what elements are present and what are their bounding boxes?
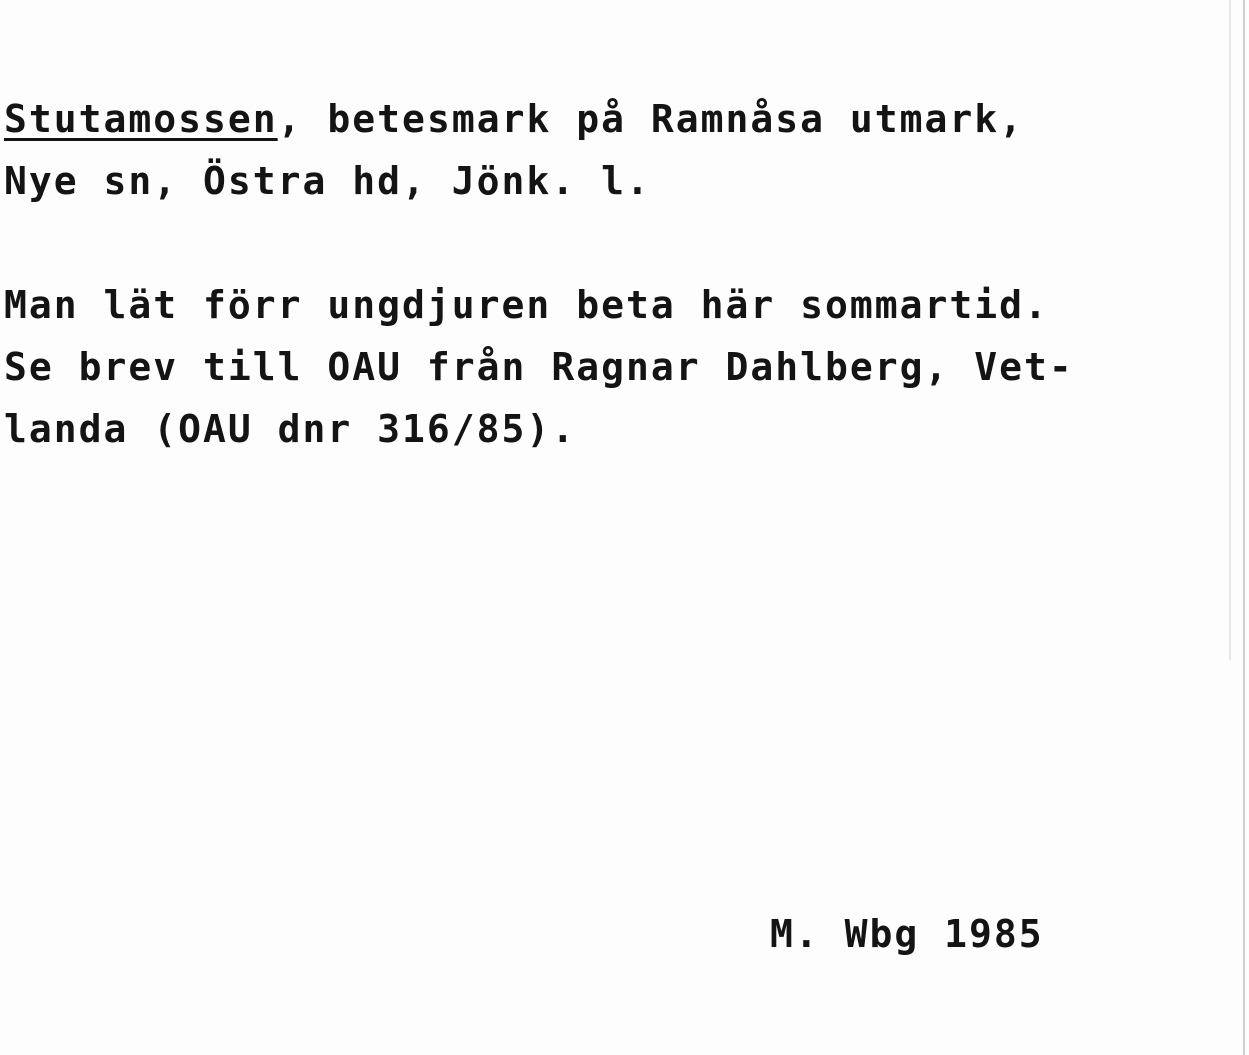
scan-edge-artifact-outer (1243, 0, 1245, 1055)
heading-line (4, 88, 1184, 150)
body-line-1: Man lät förr ungdjuren beta här sommartid. (4, 283, 1049, 327)
card-text-block (4, 88, 1184, 460)
headword: Stutamossen (4, 97, 278, 141)
signature: M. Wbg 1985 (770, 912, 1044, 956)
blank-line (4, 212, 1184, 274)
body-line-3: landa (OAU dnr 316/85). (4, 407, 577, 451)
location-line: Nye sn, Östra hd, Jönk. l. (4, 159, 651, 203)
scan-edge-artifact-inner (1229, 0, 1231, 660)
heading-remainder: , betesmark på Ramnåsa utmark, (277, 97, 1025, 141)
body-line-2: Se brev till OAU från Ragnar Dahlberg, Vet- (4, 345, 1074, 389)
